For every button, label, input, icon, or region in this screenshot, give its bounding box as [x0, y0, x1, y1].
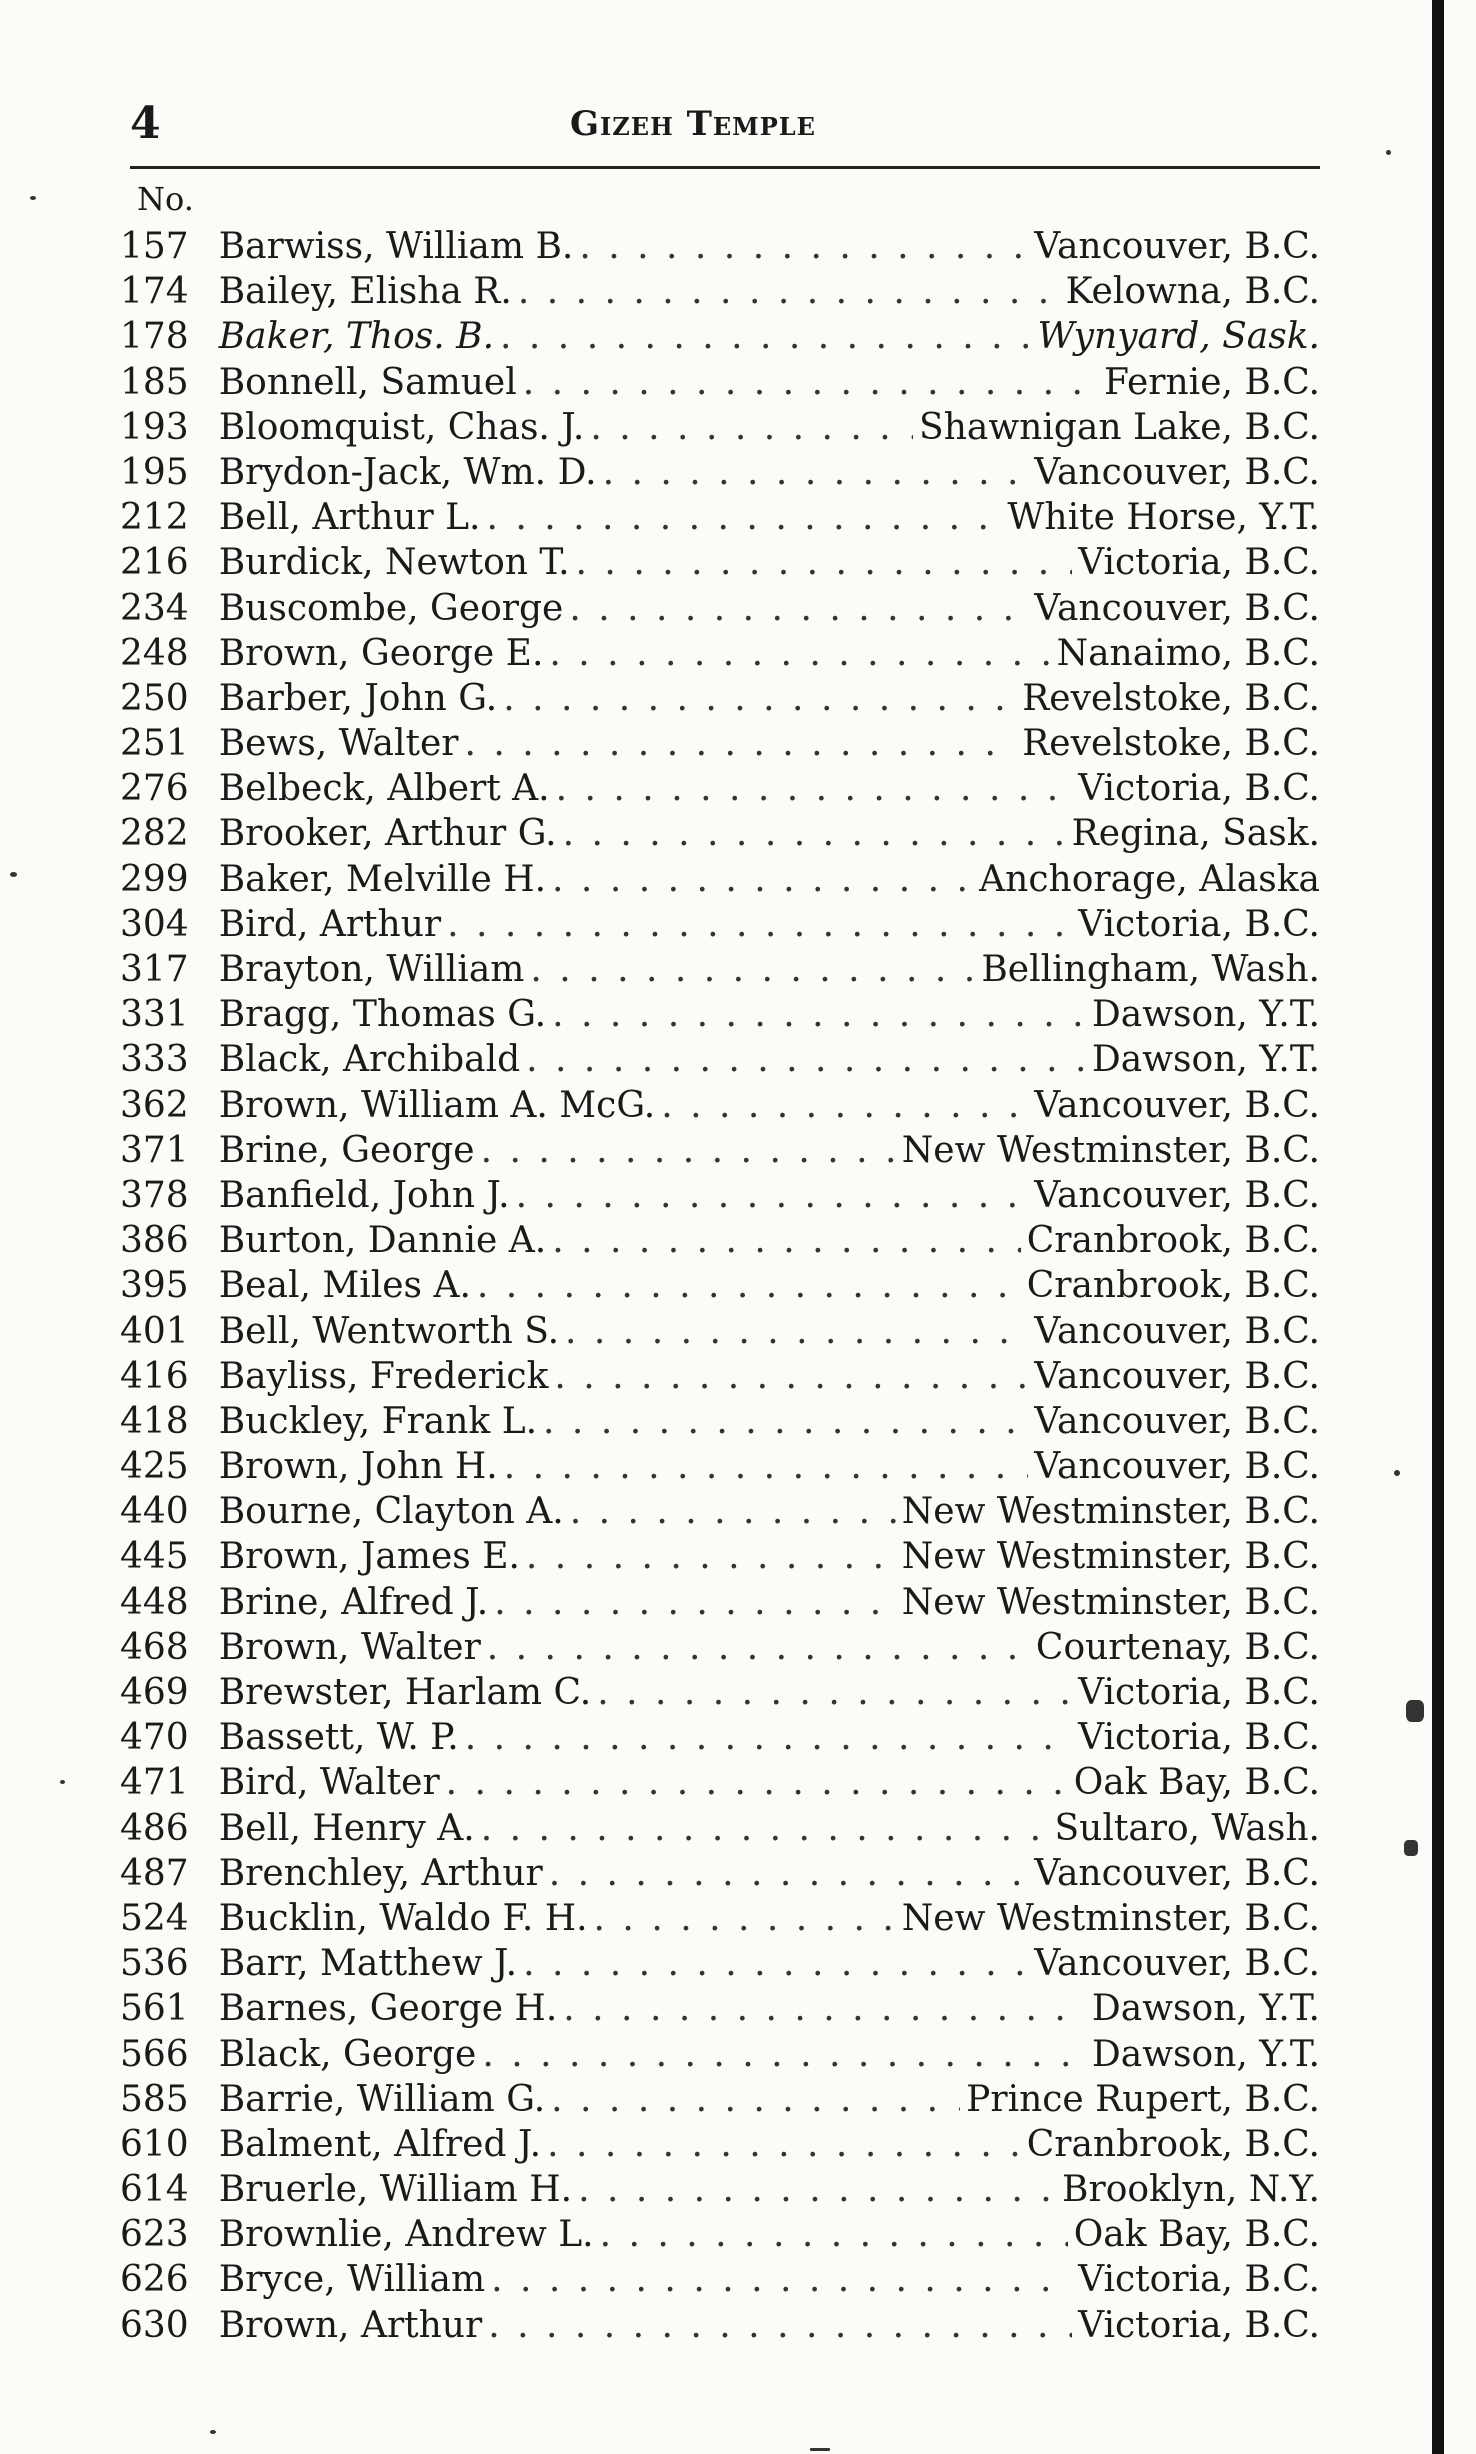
member-number: 333: [120, 1039, 189, 1081]
member-residence: White Horse, Y.T.: [1007, 497, 1320, 539]
list-item: [120, 811, 1320, 856]
member-name: Burdick, Newton T.: [218, 542, 570, 584]
dot-leader: [486, 495, 1001, 540]
list-item: [120, 2122, 1320, 2167]
list-item: [120, 1760, 1320, 1805]
list-item: [120, 1580, 1320, 1625]
member-name: Brewster, Harlam C.: [218, 1672, 592, 1713]
list-item: [120, 450, 1320, 495]
member-residence: New Westminster, B.C.: [901, 1536, 1320, 1578]
member-number: 251: [120, 723, 189, 765]
dot-leader: [526, 1534, 896, 1579]
list-item: [120, 1806, 1320, 1851]
member-number: 524: [120, 1897, 189, 1939]
member-number: 304: [120, 903, 189, 945]
member-number: 299: [120, 858, 189, 900]
member-number: 362: [120, 1084, 189, 1126]
member-residence: Wynyard, Sask.: [1037, 316, 1320, 358]
member-number: 610: [120, 2123, 189, 2165]
member-number: 425: [120, 1446, 189, 1488]
member-name: Bailey, Elisha R.: [218, 271, 512, 313]
member-name: Bassett, W. P.: [218, 1717, 459, 1759]
member-residence: Nanaimo, B.C.: [1056, 632, 1320, 674]
list-item: [120, 405, 1320, 450]
member-number: 195: [120, 451, 189, 493]
member-name: Banfield, John J.: [218, 1174, 510, 1216]
member-name: Black, Archibald: [218, 1039, 521, 1081]
list-item: [120, 314, 1320, 359]
dot-leader: [576, 540, 1073, 585]
member-residence: Bellingham, Wash.: [981, 949, 1320, 990]
list-item: [120, 2303, 1320, 2348]
member-name: Bruerle, William H.: [218, 2169, 573, 2211]
member-name: Baker, Melville H.: [218, 858, 547, 900]
dot-leader: [526, 1037, 1086, 1082]
member-number: 178: [120, 316, 189, 358]
list-item: [120, 1715, 1320, 1760]
member-name: Barrie, William G.: [218, 2078, 546, 2120]
dot-leader: [447, 902, 1072, 947]
member-name: Baker, Thos. B.: [218, 316, 495, 358]
member-number: 317: [120, 949, 189, 990]
list-item: [120, 1986, 1320, 2031]
member-number: 282: [120, 813, 189, 855]
dot-leader: [477, 1263, 1021, 1308]
member-name: Barber, John G.: [218, 677, 498, 719]
dot-leader: [556, 766, 1073, 811]
dot-leader: [464, 721, 1016, 766]
dot-leader: [491, 2257, 1072, 2302]
member-name: Barr, Matthew J.: [218, 1943, 518, 1985]
list-item: [120, 1534, 1320, 1579]
dot-leader: [543, 1399, 1028, 1444]
member-residence: Victoria, B.C.: [1078, 542, 1320, 584]
member-residence: Dawson, Y.T.: [1091, 2033, 1320, 2075]
member-number: 566: [120, 2033, 189, 2075]
list-item: [120, 1444, 1320, 1489]
member-number: 395: [120, 1265, 189, 1307]
list-item: [120, 1309, 1320, 1354]
dot-leader: [600, 2212, 1068, 2257]
member-residence: Vancouver, B.C.: [1034, 451, 1320, 493]
member-name: Brown, William A. McG.: [218, 1084, 656, 1126]
list-item: [120, 2032, 1320, 2077]
member-residence: Oak Bay, B.C.: [1073, 1762, 1320, 1804]
dot-leader: [597, 1670, 1072, 1715]
dot-leader: [565, 1309, 1028, 1354]
member-name: Belbeck, Albert A.: [218, 768, 550, 810]
dot-leader: [488, 2303, 1072, 2348]
dot-leader: [661, 1083, 1028, 1128]
list-item: [120, 224, 1320, 269]
member-residence: Shawnigan Lake, B.C.: [919, 406, 1320, 448]
dot-leader: [481, 1806, 1049, 1851]
member-name: Brooker, Arthur G.: [218, 813, 557, 855]
member-name: Bucklin, Waldo F. H.: [218, 1897, 588, 1939]
dot-leader: [570, 1489, 896, 1534]
member-name: Bragg, Thomas G.: [218, 994, 547, 1036]
list-item: [120, 1354, 1320, 1399]
dot-leader: [547, 2122, 1021, 2167]
dot-leader: [552, 1218, 1021, 1263]
member-residence: Kelowna, B.C.: [1065, 271, 1320, 313]
member-name: Bell, Wentworth S.: [218, 1310, 560, 1352]
member-residence: Vancouver, B.C.: [1034, 1084, 1320, 1126]
binding-edge: [1432, 0, 1444, 2454]
member-number: 193: [120, 406, 189, 448]
list-item: [120, 2212, 1320, 2257]
member-number: 212: [120, 497, 189, 539]
member-number: 174: [120, 271, 189, 313]
dot-leader: [578, 2167, 1056, 2212]
member-name: Bews, Walter: [218, 723, 459, 765]
member-name: Brownlie, Andrew L.: [218, 2214, 594, 2256]
member-name: Brown, James E.: [218, 1536, 520, 1578]
list-item: [120, 1896, 1320, 1941]
list-item: [120, 1489, 1320, 1534]
member-name: Brown, Arthur: [218, 2304, 483, 2346]
member-number: 234: [120, 587, 189, 629]
member-number: 486: [120, 1807, 189, 1849]
member-residence: Revelstoke, B.C.: [1022, 677, 1320, 719]
member-residence: Fernie, B.C.: [1103, 361, 1320, 403]
member-residence: Courtenay, B.C.: [1035, 1626, 1320, 1668]
member-number: 623: [120, 2214, 189, 2256]
list-item: [120, 1263, 1320, 1308]
list-item: [120, 360, 1320, 405]
list-item: [120, 2077, 1320, 2122]
list-item: [120, 1399, 1320, 1444]
member-residence: Vancouver, B.C.: [1034, 1400, 1320, 1442]
dot-leader: [503, 676, 1016, 721]
dot-leader: [590, 405, 913, 450]
dot-leader: [481, 1128, 896, 1173]
member-number: 250: [120, 677, 189, 719]
dot-leader: [494, 1580, 896, 1625]
member-residence: Revelstoke, B.C.: [1022, 723, 1320, 765]
dot-leader: [563, 811, 1066, 856]
member-residence: Prince Rupert, B.C.: [966, 2078, 1320, 2120]
member-number: 216: [120, 542, 189, 584]
member-number: 448: [120, 1581, 189, 1623]
member-name: Burton, Dannie A.: [218, 1220, 547, 1262]
dot-leader: [549, 631, 1050, 676]
dot-leader: [523, 1941, 1028, 1986]
member-residence: New Westminster, B.C.: [901, 1897, 1320, 1939]
dot-leader: [549, 1851, 1029, 1896]
member-residence: Regina, Sask.: [1071, 813, 1320, 855]
dot-leader: [446, 1760, 1068, 1805]
member-name: Brown, John H.: [218, 1446, 498, 1488]
dot-leader: [482, 2032, 1086, 2077]
member-residence: Vancouver, B.C.: [1034, 1355, 1320, 1397]
member-residence: Victoria, B.C.: [1078, 1717, 1320, 1759]
list-item: [120, 676, 1320, 721]
dot-leader: [516, 1173, 1029, 1218]
list-item: [120, 1941, 1320, 1986]
member-number: 561: [120, 1988, 189, 2030]
member-name: Bayliss, Frederick: [218, 1355, 549, 1397]
list-item: [120, 1173, 1320, 1218]
member-number: 416: [120, 1355, 189, 1397]
member-name: Bloomquist, Chas. J.: [218, 406, 585, 448]
page-header: [130, 98, 1320, 158]
member-number: 157: [120, 226, 189, 267]
dot-leader: [552, 992, 1086, 1037]
member-name: Brine, George: [218, 1129, 475, 1171]
member-residence: Brooklyn, N.Y.: [1062, 2169, 1320, 2211]
member-residence: New Westminster, B.C.: [901, 1129, 1320, 1171]
member-name: Black, George: [218, 2033, 477, 2075]
member-number: 276: [120, 768, 189, 810]
member-name: Brydon-Jack, Wm. D.: [218, 451, 597, 493]
member-name: Buckley, Frank L.: [218, 1400, 538, 1442]
member-residence: Oak Bay, B.C.: [1073, 2214, 1320, 2256]
dot-leader: [569, 586, 1028, 631]
member-name: Brown, Walter: [218, 1626, 481, 1668]
list-item: [120, 857, 1320, 902]
list-item: [120, 1083, 1320, 1128]
column-head-number: No.: [137, 180, 194, 218]
member-residence: Vancouver, B.C.: [1034, 1174, 1320, 1216]
member-name: Barwiss, William B.: [218, 226, 574, 267]
member-residence: Victoria, B.C.: [1078, 903, 1320, 945]
running-head: Gizeh Temple: [570, 104, 816, 144]
dot-leader: [554, 1354, 1028, 1399]
member-residence: Vancouver, B.C.: [1034, 1943, 1320, 1985]
member-residence: Victoria, B.C.: [1078, 2304, 1320, 2346]
list-item: [120, 1851, 1320, 1896]
member-name: Bird, Arthur: [218, 903, 442, 945]
list-item: [120, 721, 1320, 766]
list-item: [120, 1218, 1320, 1263]
member-name: Brine, Alfred J.: [218, 1581, 489, 1623]
member-number: 630: [120, 2304, 189, 2346]
list-item: [120, 2257, 1320, 2302]
dot-leader: [465, 1715, 1072, 1760]
member-name: Barnes, George H.: [218, 1988, 558, 2030]
member-residence: Sultaro, Wash.: [1054, 1807, 1320, 1849]
list-item: [120, 631, 1320, 676]
list-item: [120, 269, 1320, 314]
dot-leader: [487, 1625, 1030, 1670]
dot-leader: [530, 947, 975, 992]
member-residence: Vancouver, B.C.: [1034, 1310, 1320, 1352]
dot-leader: [552, 857, 973, 902]
member-residence: Victoria, B.C.: [1078, 1672, 1320, 1713]
member-residence: Cranbrook, B.C.: [1026, 2123, 1320, 2165]
dot-leader: [551, 2077, 960, 2122]
dot-leader: [523, 360, 1098, 405]
member-name: Bell, Henry A.: [218, 1807, 475, 1849]
list-item: [120, 766, 1320, 811]
member-residence: Dawson, Y.T.: [1091, 1988, 1320, 2030]
member-number: 378: [120, 1174, 189, 1216]
member-name: Bonnell, Samuel: [218, 361, 517, 403]
dot-leader: [500, 314, 1031, 359]
list-item: [120, 540, 1320, 585]
member-number: 418: [120, 1400, 189, 1442]
list-item: [120, 992, 1320, 1037]
list-item: [120, 1128, 1320, 1173]
member-name: Beal, Miles A.: [218, 1265, 471, 1307]
list-item: [120, 495, 1320, 540]
member-number: 468: [120, 1626, 189, 1668]
member-number: 440: [120, 1491, 189, 1533]
member-number: 536: [120, 1943, 189, 1985]
list-item: [120, 1037, 1320, 1082]
member-number: 248: [120, 632, 189, 674]
list-item: [120, 902, 1320, 947]
member-residence: Vancouver, B.C.: [1034, 587, 1320, 629]
member-residence: Victoria, B.C.: [1078, 768, 1320, 810]
member-residence: Cranbrook, B.C.: [1026, 1265, 1320, 1307]
member-name: Balment, Alfred J.: [218, 2123, 542, 2165]
member-number: 185: [120, 361, 189, 403]
member-name: Bourne, Clayton A.: [218, 1491, 564, 1533]
list-item: [120, 586, 1320, 631]
member-name: Brown, George E.: [218, 632, 544, 674]
member-residence: Anchorage, Alaska: [979, 858, 1320, 900]
member-name: Bryce, William: [218, 2259, 486, 2301]
member-number: 585: [120, 2078, 189, 2120]
member-residence: Dawson, Y.T.: [1091, 1039, 1320, 1081]
member-list: [120, 224, 1320, 2348]
member-number: 371: [120, 1129, 189, 1171]
member-residence: Vancouver, B.C.: [1034, 1446, 1320, 1488]
member-number: 614: [120, 2169, 189, 2211]
member-name: Buscombe, George: [218, 587, 564, 629]
member-residence: Victoria, B.C.: [1078, 2259, 1320, 2301]
list-item: [120, 1625, 1320, 1670]
list-item: [120, 947, 1320, 992]
dot-leader: [579, 224, 1028, 269]
dot-leader: [594, 1896, 896, 1941]
member-number: 401: [120, 1310, 189, 1352]
member-name: Bell, Arthur L.: [218, 497, 481, 539]
member-residence: Dawson, Y.T.: [1091, 994, 1320, 1036]
member-residence: New Westminster, B.C.: [901, 1581, 1320, 1623]
member-residence: Vancouver, B.C.: [1034, 1852, 1320, 1894]
member-number: 331: [120, 994, 189, 1036]
dot-leader: [603, 450, 1029, 495]
member-residence: New Westminster, B.C.: [901, 1491, 1320, 1533]
dot-leader: [518, 269, 1060, 314]
dot-leader: [563, 1986, 1086, 2031]
member-residence: Cranbrook, B.C.: [1026, 1220, 1320, 1262]
header-rule: [130, 166, 1320, 169]
member-number: 471: [120, 1762, 189, 1804]
member-name: Brenchley, Arthur: [218, 1852, 543, 1894]
list-item: [120, 1670, 1320, 1715]
member-number: 469: [120, 1672, 189, 1713]
member-name: Bird, Walter: [218, 1762, 440, 1804]
member-number: 445: [120, 1536, 189, 1578]
member-number: 487: [120, 1852, 189, 1894]
member-number: 470: [120, 1717, 189, 1759]
member-residence: Vancouver, B.C.: [1034, 226, 1320, 267]
list-item: [120, 2167, 1320, 2212]
member-name: Brayton, William: [218, 949, 525, 990]
member-number: 386: [120, 1220, 189, 1262]
page-number: 4: [130, 98, 161, 149]
member-number: 626: [120, 2259, 189, 2301]
dot-leader: [504, 1444, 1029, 1489]
